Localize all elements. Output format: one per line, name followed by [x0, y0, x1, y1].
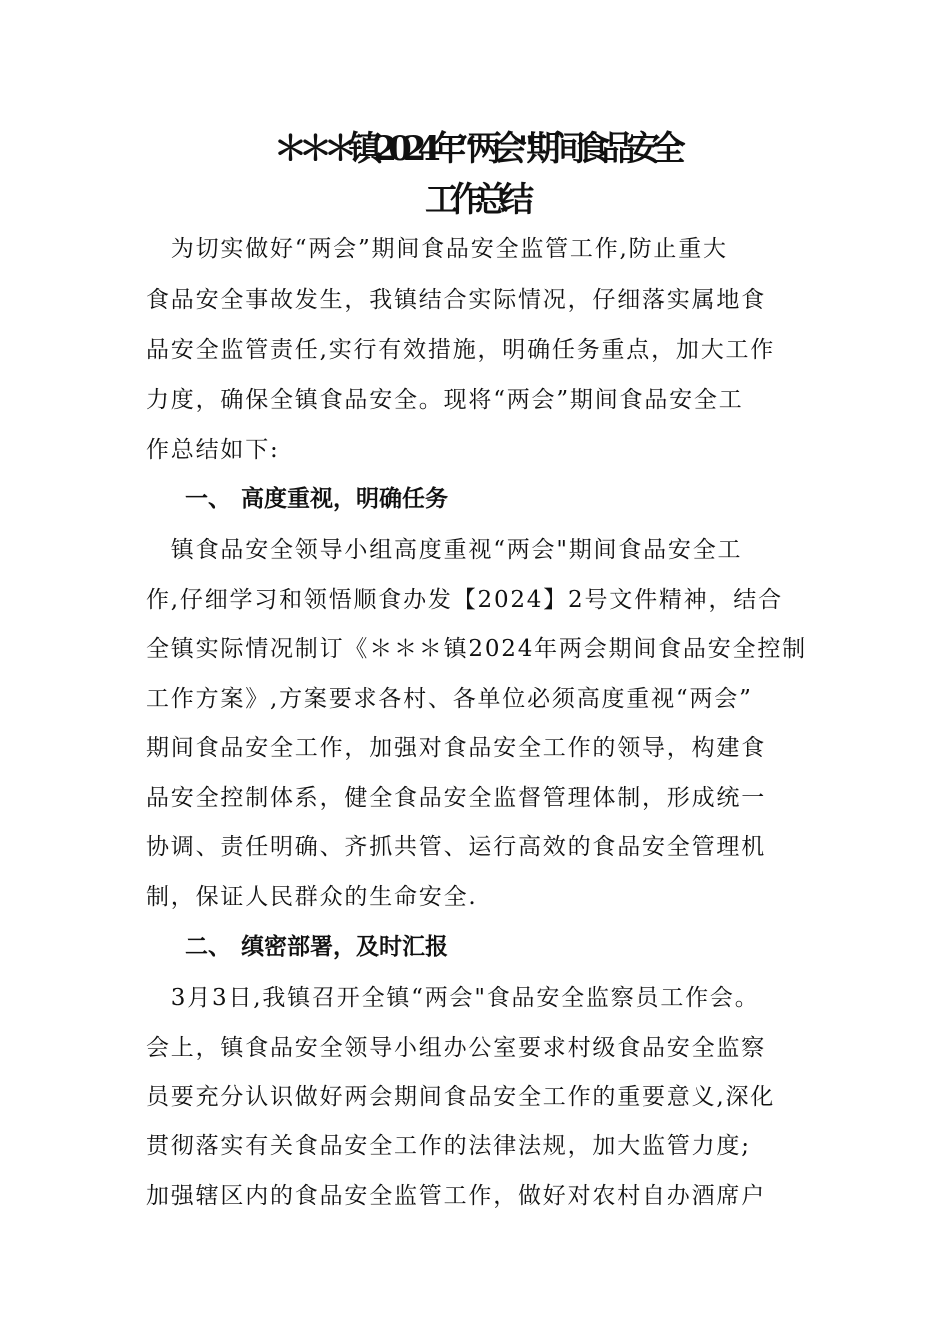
document-title-line-1: ＊＊＊镇2024年“两会"期间食品安全 [273, 129, 677, 169]
section-1-title: 高度重视，明确任务 [241, 485, 448, 512]
section-2-heading [185, 930, 448, 964]
section-1-line-6: 品安全控制体系，健全食品安全监督管理体制，形成统一 [146, 785, 766, 811]
section-2-title: 缜密部署，及时汇报 [241, 933, 448, 960]
section-1-line-3: 全镇实际情况制订《＊＊＊镇2024年两会期间食品安全控制 [146, 636, 807, 662]
section-2-number: 二、 [185, 933, 231, 960]
section-2-line-5: 加强辖区内的食品安全监管工作，做好对农村自办酒席户 [146, 1183, 766, 1209]
section-1-number: 一、 [185, 485, 231, 512]
intro-line-4: 力度，确保全镇食品安全。现将“两会”期间食品安全工 [146, 387, 744, 413]
document-title-line-2: 工作总结 [425, 180, 525, 220]
section-2-line-1: 3月3日,我镇召开全镇“两会"食品安全监察员工作会。 [146, 985, 760, 1011]
section-2-line-2: 会上，镇食品安全领导小组办公室要求村级食品安全监察 [146, 1035, 766, 1061]
intro-line-3: 品安全监管责任,实行有效措施，明确任务重点，加大工作 [146, 337, 776, 363]
section-1-line-1: 镇食品安全领导小组高度重视“两会"期间食品安全工 [146, 537, 743, 563]
section-1-line-2: 作,仔细学习和领悟顺食办发【2024】2号文件精神，结合 [146, 587, 783, 613]
section-2-line-4: 贯彻落实有关食品安全工作的法律法规，加大监管力度; [146, 1133, 751, 1159]
section-1-line-7: 协调、责任明确、齐抓共管、运行高效的食品安全管理机 [146, 834, 766, 860]
section-1-line-5: 期间食品安全工作，加强对食品安全工作的领导，构建食 [146, 735, 766, 761]
section-2-line-3: 员要充分认识做好两会期间食品安全工作的重要意义,深化 [146, 1084, 776, 1110]
section-1-line-8: 制，保证人民群众的生命安全. [146, 884, 478, 910]
section-1-line-4: 工作方案》,方案要求各村、各单位必须高度重视“两会” [146, 686, 753, 712]
section-1-heading [185, 482, 448, 516]
intro-line-2: 食品安全事故发生，我镇结合实际情况，仔细落实属地食 [146, 287, 766, 313]
intro-line-5: 作总结如下: [146, 437, 280, 463]
intro-line-1: 为切实做好“两会”期间食品安全监管工作,防止重大 [146, 236, 728, 262]
